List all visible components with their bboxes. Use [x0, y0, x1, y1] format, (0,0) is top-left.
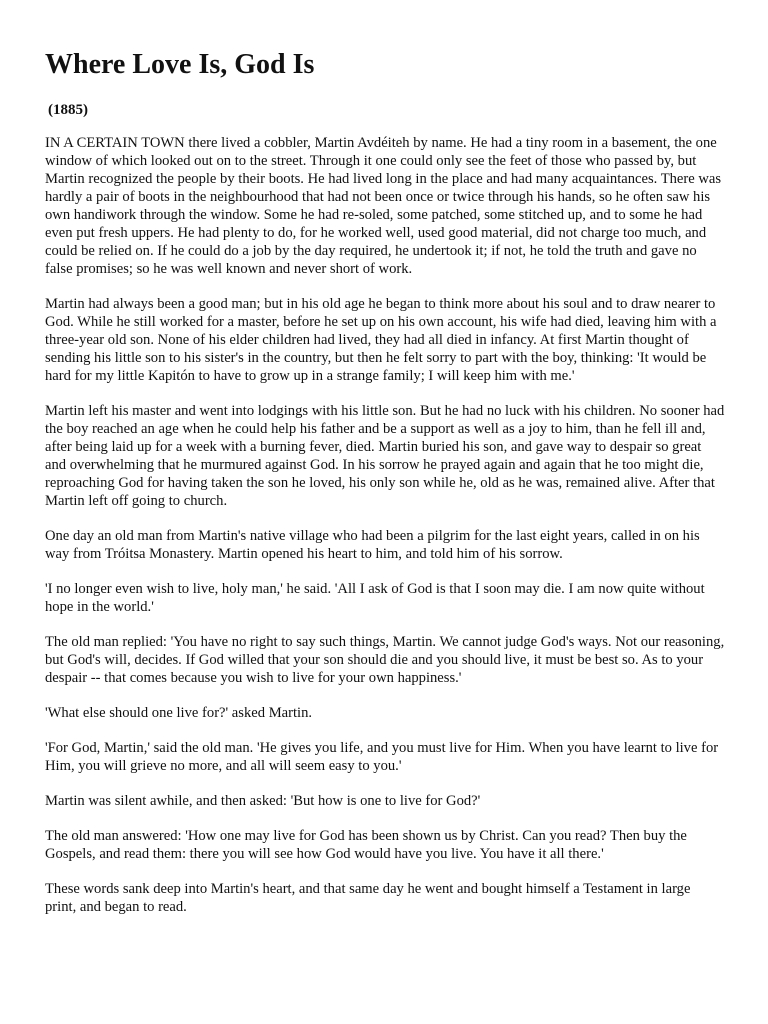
paragraph: Martin was silent awhile, and then asked: 'But how is one to live for God?' — [45, 793, 481, 809]
paragraph: 'I no longer even wish to live, holy man,' he said. 'All I ask of God is that I soon may die. I am now quite without hope in the world.' — [45, 581, 705, 615]
paragraph: 'What else should one live for?' asked Martin. — [45, 705, 313, 721]
paragraph: Martin left his master and went into lodgings with his little son. But he had no luck with his children. No sooner had the boy reached an age when he could help his father and be a support as well as a joy to him, than he fell ill and, after being laid up for a week with a burning fever, died. Martin buried his son, and gave way to despair so great and overwhelming that he murmured against God. In his sorrow he prayed again and again that he too might die, reproaching God for having taken the son he loved, his only son while he, old as he was, remained alive. After that Martin left off going to church. — [45, 403, 725, 509]
paragraph: IN A CERTAIN TOWN there lived a cobbler, Martin Avdéiteh by name. He had a tiny room in a basement, the one window of which looked out on to the street. Through it one could only see the feet of those who passed by, but Martin recognized the people by their boots. He had lived long in the place and had many acquaintances. There was hardly a pair of boots in the neighbourhood that had not been once or twice through his hands, so he often saw his own handiwork through the window. Some he had re-soled, some patched, some stitched up, and to some he had even put fresh uppers. He had plenty to do, for he worked well, used good material, did not charge too much, and could be relied on. If he could do a job by the day required, he undertook it; if not, he told the truth and gave no false promises; so he was well known and never short of work. — [45, 135, 722, 277]
publication-year: (1885) — [48, 102, 88, 118]
paragraph: The old man answered: 'How one may live for God has been shown us by Christ. Can you read? Then buy the Gospels, and read them: there you will see how God would have you live. You have it all there.' — [45, 828, 687, 862]
story-body — [45, 134, 725, 916]
document-title: Where Love Is, God Is — [45, 49, 315, 80]
paragraph: One day an old man from Martin's native village who had been a pilgrim for the last eight years, called in on his way from Tróitsa Monastery. Martin opened his heart to him, and told him of his sorrow. — [45, 528, 700, 562]
paragraph: The old man replied: 'You have no right to say such things, Martin. We cannot judge God's ways. Not our reasoning, but God's will, decides. If God willed that your son should die and you should live, it must be best so. As to your despair -- that comes because you wish to live for your own happiness.' — [45, 634, 725, 686]
paragraph: Martin had always been a good man; but in his old age he began to think more about his soul and to draw nearer to God. While he still worked for a master, before he set up on his own account, his wife had died, leaving him with a three-year old son. None of his elder children had lived, they had all died in infancy. At first Martin thought of sending his little son to his sister's in the country, but then he felt sorry to part with the boy, thinking: 'It would be hard for my little Kapitón to have to grow up in a strange family; I will keep him with me.' — [45, 296, 717, 384]
paragraph: These words sank deep into Martin's heart, and that same day he went and bought himself a Testament in large print, and began to read. — [45, 881, 691, 915]
document-page — [45, 48, 725, 933]
paragraph: 'For God, Martin,' said the old man. 'He gives you life, and you must live for Him. When you have learnt to live for Him, you will grieve no more, and all will seem easy to you.' — [45, 740, 719, 774]
